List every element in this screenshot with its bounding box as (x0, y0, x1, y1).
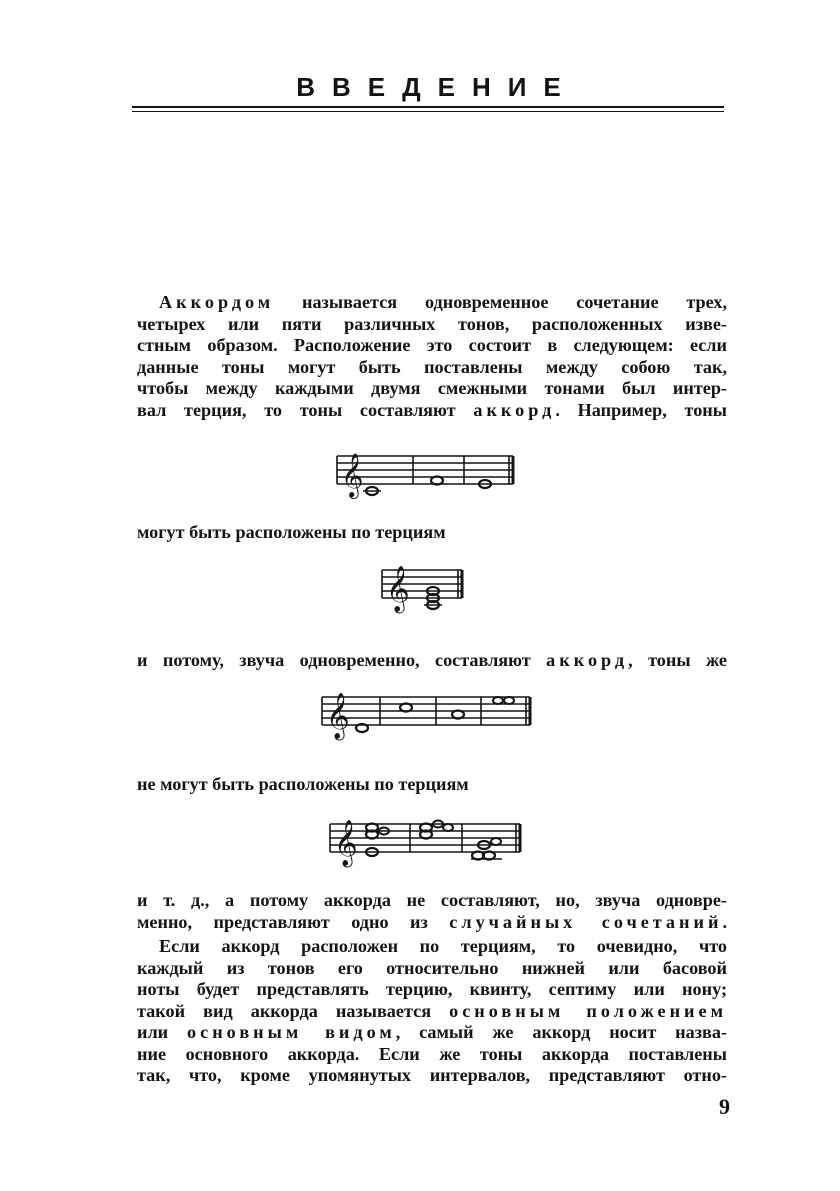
notation-staff (333, 448, 523, 500)
music-example-4 (326, 812, 526, 870)
title-rule-thin (132, 111, 724, 112)
notation-staff (318, 687, 538, 743)
caption-3 (137, 774, 727, 796)
text-line: стным образом. Расположение это состоит в следующем: если (137, 335, 727, 355)
text-line: данные тоны могут быть поставлены между собою так, (137, 356, 727, 377)
text-line: ние основного аккорда. Если же тоны аккорда поставлены (137, 1043, 727, 1064)
svg-text:𝄞: 𝄞 (334, 820, 358, 866)
music-example-3 (318, 687, 538, 743)
paragraph-3 (137, 936, 727, 1087)
text-line: менно, представляют одно из случайных сочетаний. (137, 911, 728, 932)
music-example-2 (378, 560, 468, 616)
page-number: 9 (719, 1094, 730, 1119)
page-title: ВВЕДЕНИЕ (296, 72, 578, 102)
text-line: Аккордом называется одновременное сочетание трех, (159, 292, 727, 312)
text-line: и потому, звуча одновременно, составляют аккорд, тоны же (137, 650, 727, 670)
paragraph-2 (137, 890, 727, 933)
text-line: вал терция, то тоны составляют аккорд. Например, тоны (137, 399, 727, 420)
text-line: чтобы между каждыми двумя смежными тонами был интер- (137, 378, 727, 398)
caption-1 (137, 522, 727, 544)
text-line: могут быть расположены по терциям (137, 522, 446, 542)
paragraph-1 (137, 292, 727, 421)
caption-2 (137, 650, 727, 672)
text-line: не могут быть расположены по терциям (137, 774, 469, 794)
text-line: четырех или пяти различных тонов, расположенных изве- (137, 313, 727, 334)
text-line: Если аккорд расположен по терциям, то очевидно, что (159, 936, 727, 956)
text-line: или основным видом, самый же аккорд носит назва- (137, 1022, 727, 1042)
music-example-1 (333, 448, 523, 500)
text-line: так, что, кроме упомянутых интервалов, представляют отно- (137, 1065, 727, 1085)
svg-text:𝄞: 𝄞 (326, 693, 350, 739)
text-line: такой вид аккорда называется основным положением (137, 1000, 728, 1021)
text-line: каждый из тонов его относительно нижней или басовой (137, 957, 727, 978)
notation-staff (326, 812, 526, 870)
text-line: ноты будет представлять терцию, квинту, септиму или нону; (137, 979, 727, 999)
text-line: и т. д., а потому аккорда не составляют, но, звуча одновре- (137, 890, 727, 910)
notation-staff (378, 560, 468, 616)
svg-text:𝄞: 𝄞 (386, 566, 410, 612)
svg-text:𝄞: 𝄞 (341, 453, 364, 497)
title-rule (132, 106, 724, 108)
